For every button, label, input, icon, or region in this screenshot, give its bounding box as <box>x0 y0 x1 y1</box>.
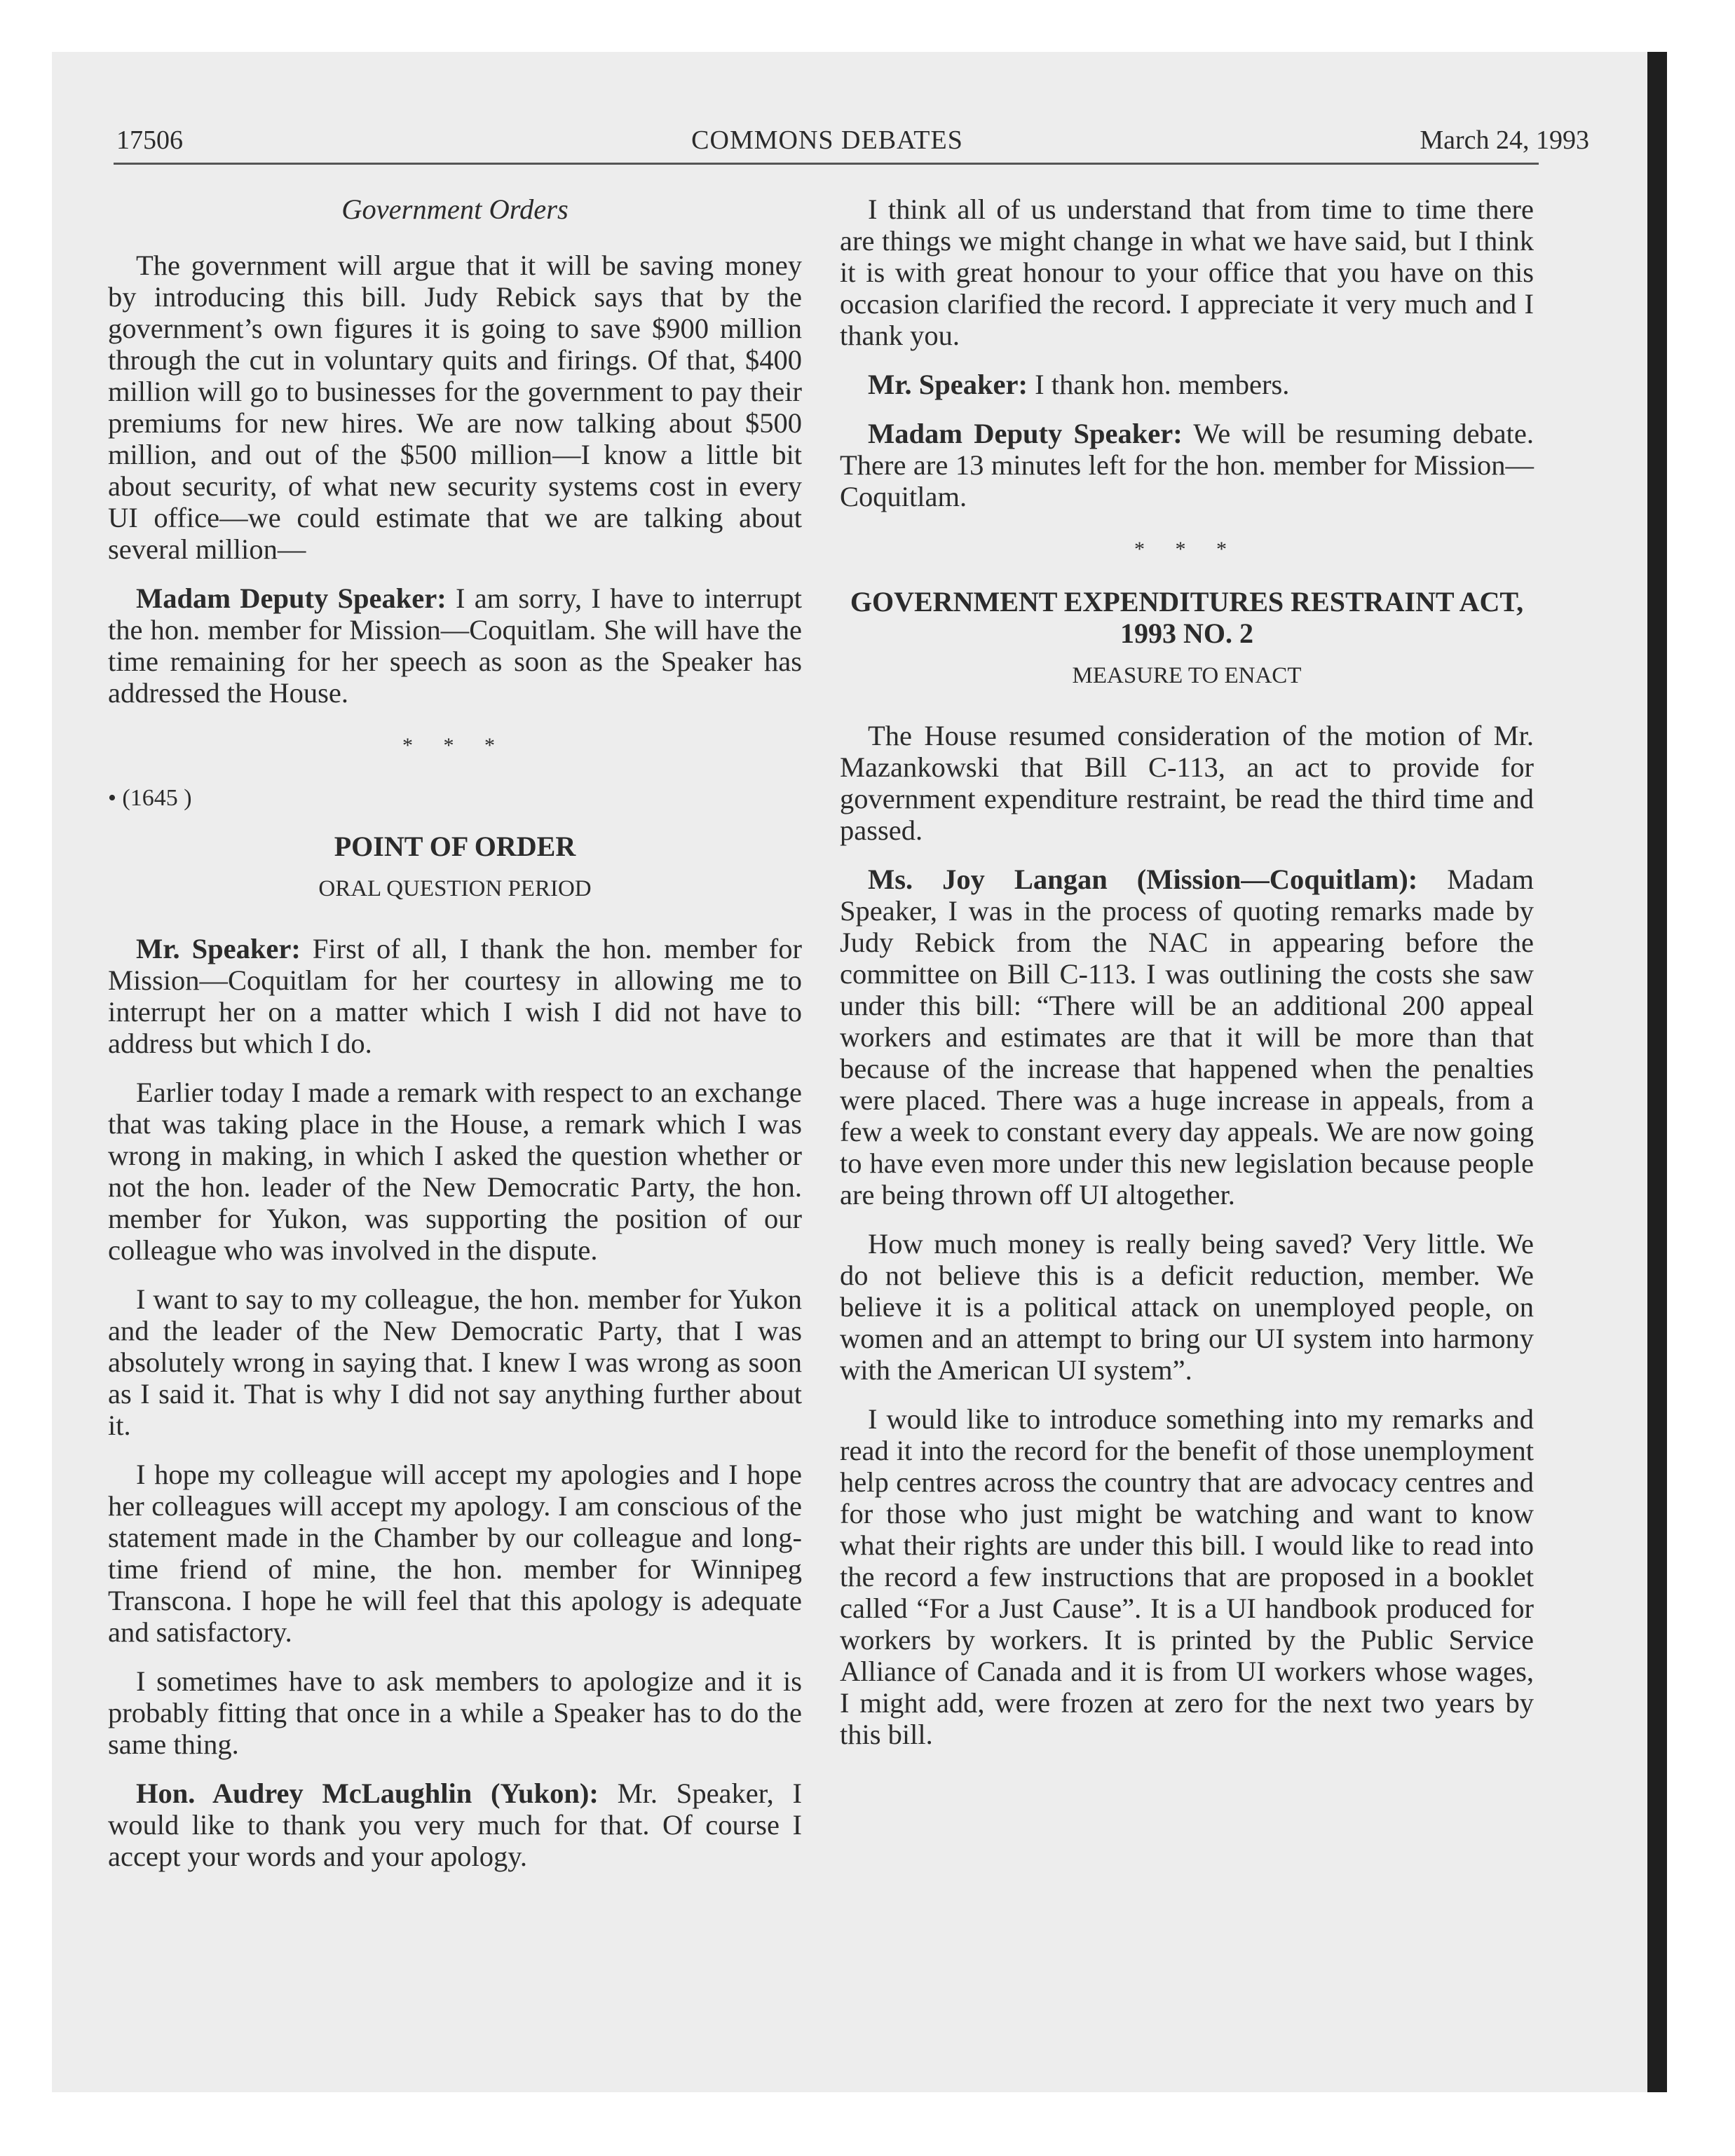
speech-paragraph <box>840 418 1534 512</box>
section-label: Government Orders <box>341 193 569 225</box>
right-column <box>840 193 1534 1750</box>
section-heading-line: 1993 NO. 2 <box>1120 618 1253 649</box>
paragraph: I would like to introduce something into my remarks and read it into the record for the benefit of those unemployment help centres across the country that are advocacy centres and for those who just might be watching and want to know what their rights are under this bill. I would like to read into the record a few instructions that are proposed in a booklet called “For a Just Cause”. It is a UI handbook produced for workers by workers. It is printed by the Public Service Alliance of Canada and it is from UI workers whose wages, I might add, were frozen at zero for the next two years by this bill. <box>840 1403 1534 1750</box>
paragraph: How much money is really being saved? Very little. We do not believe this is a deficit reduction, member. We believe it is a political attack on unemployed people, on women and an attempt to bring our UI system into harmony with the American UI system”. <box>840 1228 1534 1386</box>
section-subheading: ORAL QUESTION PERIOD <box>318 876 592 901</box>
paragraph: Earlier today I made a remark with respect to an exchange that was taking place in the House, a remark which I was wrong in making, in which I asked the question whether or not the hon. leader of the New Democratic Party, the hon. member for Yukon, was supporting the position of our colleague who was involved in the dispute. <box>108 1077 802 1266</box>
page-date: March 24, 1993 <box>1420 125 1589 155</box>
section-heading-line: GOVERNMENT EXPENDITURES RESTRAINT ACT, <box>850 586 1524 618</box>
paragraph: The House resumed consideration of the motion of Mr. Mazankowski that Bill C-113, an act to provide for government expenditure restraint, be read the third time and passed. <box>840 720 1534 846</box>
section-heading <box>840 586 1534 649</box>
page-number: 17506 <box>116 125 183 155</box>
section-divider: * * * <box>1134 538 1239 561</box>
paragraph: The government will argue that it will be saving money by introducing this bill. Judy Rebick says that by the government’s own figures it is going to save $900 million through the cut in voluntary quits and firings. Of that, $400 million will go to businesses for the government to pay their premiums for new hires. We are now talking about $500 million, and out of the $500 million—I know a little bit about security, of what new security systems cost in every UI office—we could estimate that we are talking about several million— <box>108 250 802 565</box>
speech-paragraph <box>108 582 802 709</box>
speech-paragraph <box>840 369 1534 400</box>
section-divider: * * * <box>402 734 508 757</box>
scan-edge <box>1647 52 1667 2092</box>
speaker-name: Ms. Joy Langan (Mission—Coquitlam): <box>868 864 1418 895</box>
speaker-name: Madam Deputy Speaker: <box>868 418 1183 449</box>
section-subheading: MEASURE TO ENACT <box>1072 663 1302 688</box>
speech-text: I thank hon. members. <box>1027 369 1290 400</box>
paragraph: I hope my colleague will accept my apologies and I hope her colleagues will accept my apology. I am conscious of the statement made in the Chamber by our colleague and long-time friend of mine, the hon. member for Winnipeg Transcona. I hope he will feel that this apology is adequate and satisfactory. <box>108 1459 802 1648</box>
paragraph: I want to say to my colleague, the hon. member for Yukon and the leader of the New Democratic Party, that I was absolutely wrong in saying that. I knew I was wrong as soon as I said it. That is why I did not say anything further about it. <box>108 1283 802 1441</box>
speech-text: Madam Speaker, I was in the process of quoting remarks made by Judy Rebick from the NAC in appearing before the committee on Bill C-113. I was outlining the costs she saw under this bill: “There will be an additional 200 appeal workers and estimates are that it will be more than that because of the increase that happened when the penalties were placed. There was a huge increase in appeals, from a few a week to constant every day appeals. We are now going to have even more under this new legislation because people are being thrown off UI altogether. <box>840 864 1535 1210</box>
publication-title: COMMONS DEBATES <box>691 125 963 155</box>
timecode: • (1645 ) <box>108 785 192 811</box>
paragraph: I think all of us understand that from time to time there are things we might change in what we have said, but I think it is with great honour to your office that you have on this occasion clarified the record. I appreciate it very much and I thank you. <box>840 193 1534 351</box>
speech-text: I am sorry, I have to interrupt the hon. member for Mission—Coquitlam. She will have the time remaining for her speech as soon as the Speaker has addressed the House. <box>108 582 802 709</box>
speech-paragraph <box>108 933 802 1059</box>
speaker-name: Hon. Audrey McLaughlin (Yukon): <box>136 1778 599 1809</box>
paragraph: I sometimes have to ask members to apologize and it is probably fitting that once in a while a Speaker has to do the same thing. <box>108 1665 802 1760</box>
speaker-name: Mr. Speaker: <box>868 369 1028 400</box>
speaker-name: Mr. Speaker: <box>136 933 301 964</box>
speech-text: We will be resuming debate. There are 13 minutes left for the hon. member for Mission—Coquitlam. <box>840 418 1535 512</box>
speech-text: First of all, I thank the hon. member for Mission—Coquitlam for her courtesy in allowing me to interrupt her on a matter which I wish I did not have to address but which I do. <box>108 933 802 1059</box>
header-rule <box>114 163 1539 165</box>
speech-paragraph <box>108 1778 802 1872</box>
speech-text: Mr. Speaker, I would like to thank you very much for that. Of course I accept your words and your apology. <box>108 1778 802 1872</box>
speaker-name: Madam Deputy Speaker: <box>136 582 447 614</box>
speech-paragraph <box>840 864 1534 1210</box>
left-column <box>108 193 802 1872</box>
section-heading: POINT OF ORDER <box>334 831 576 862</box>
